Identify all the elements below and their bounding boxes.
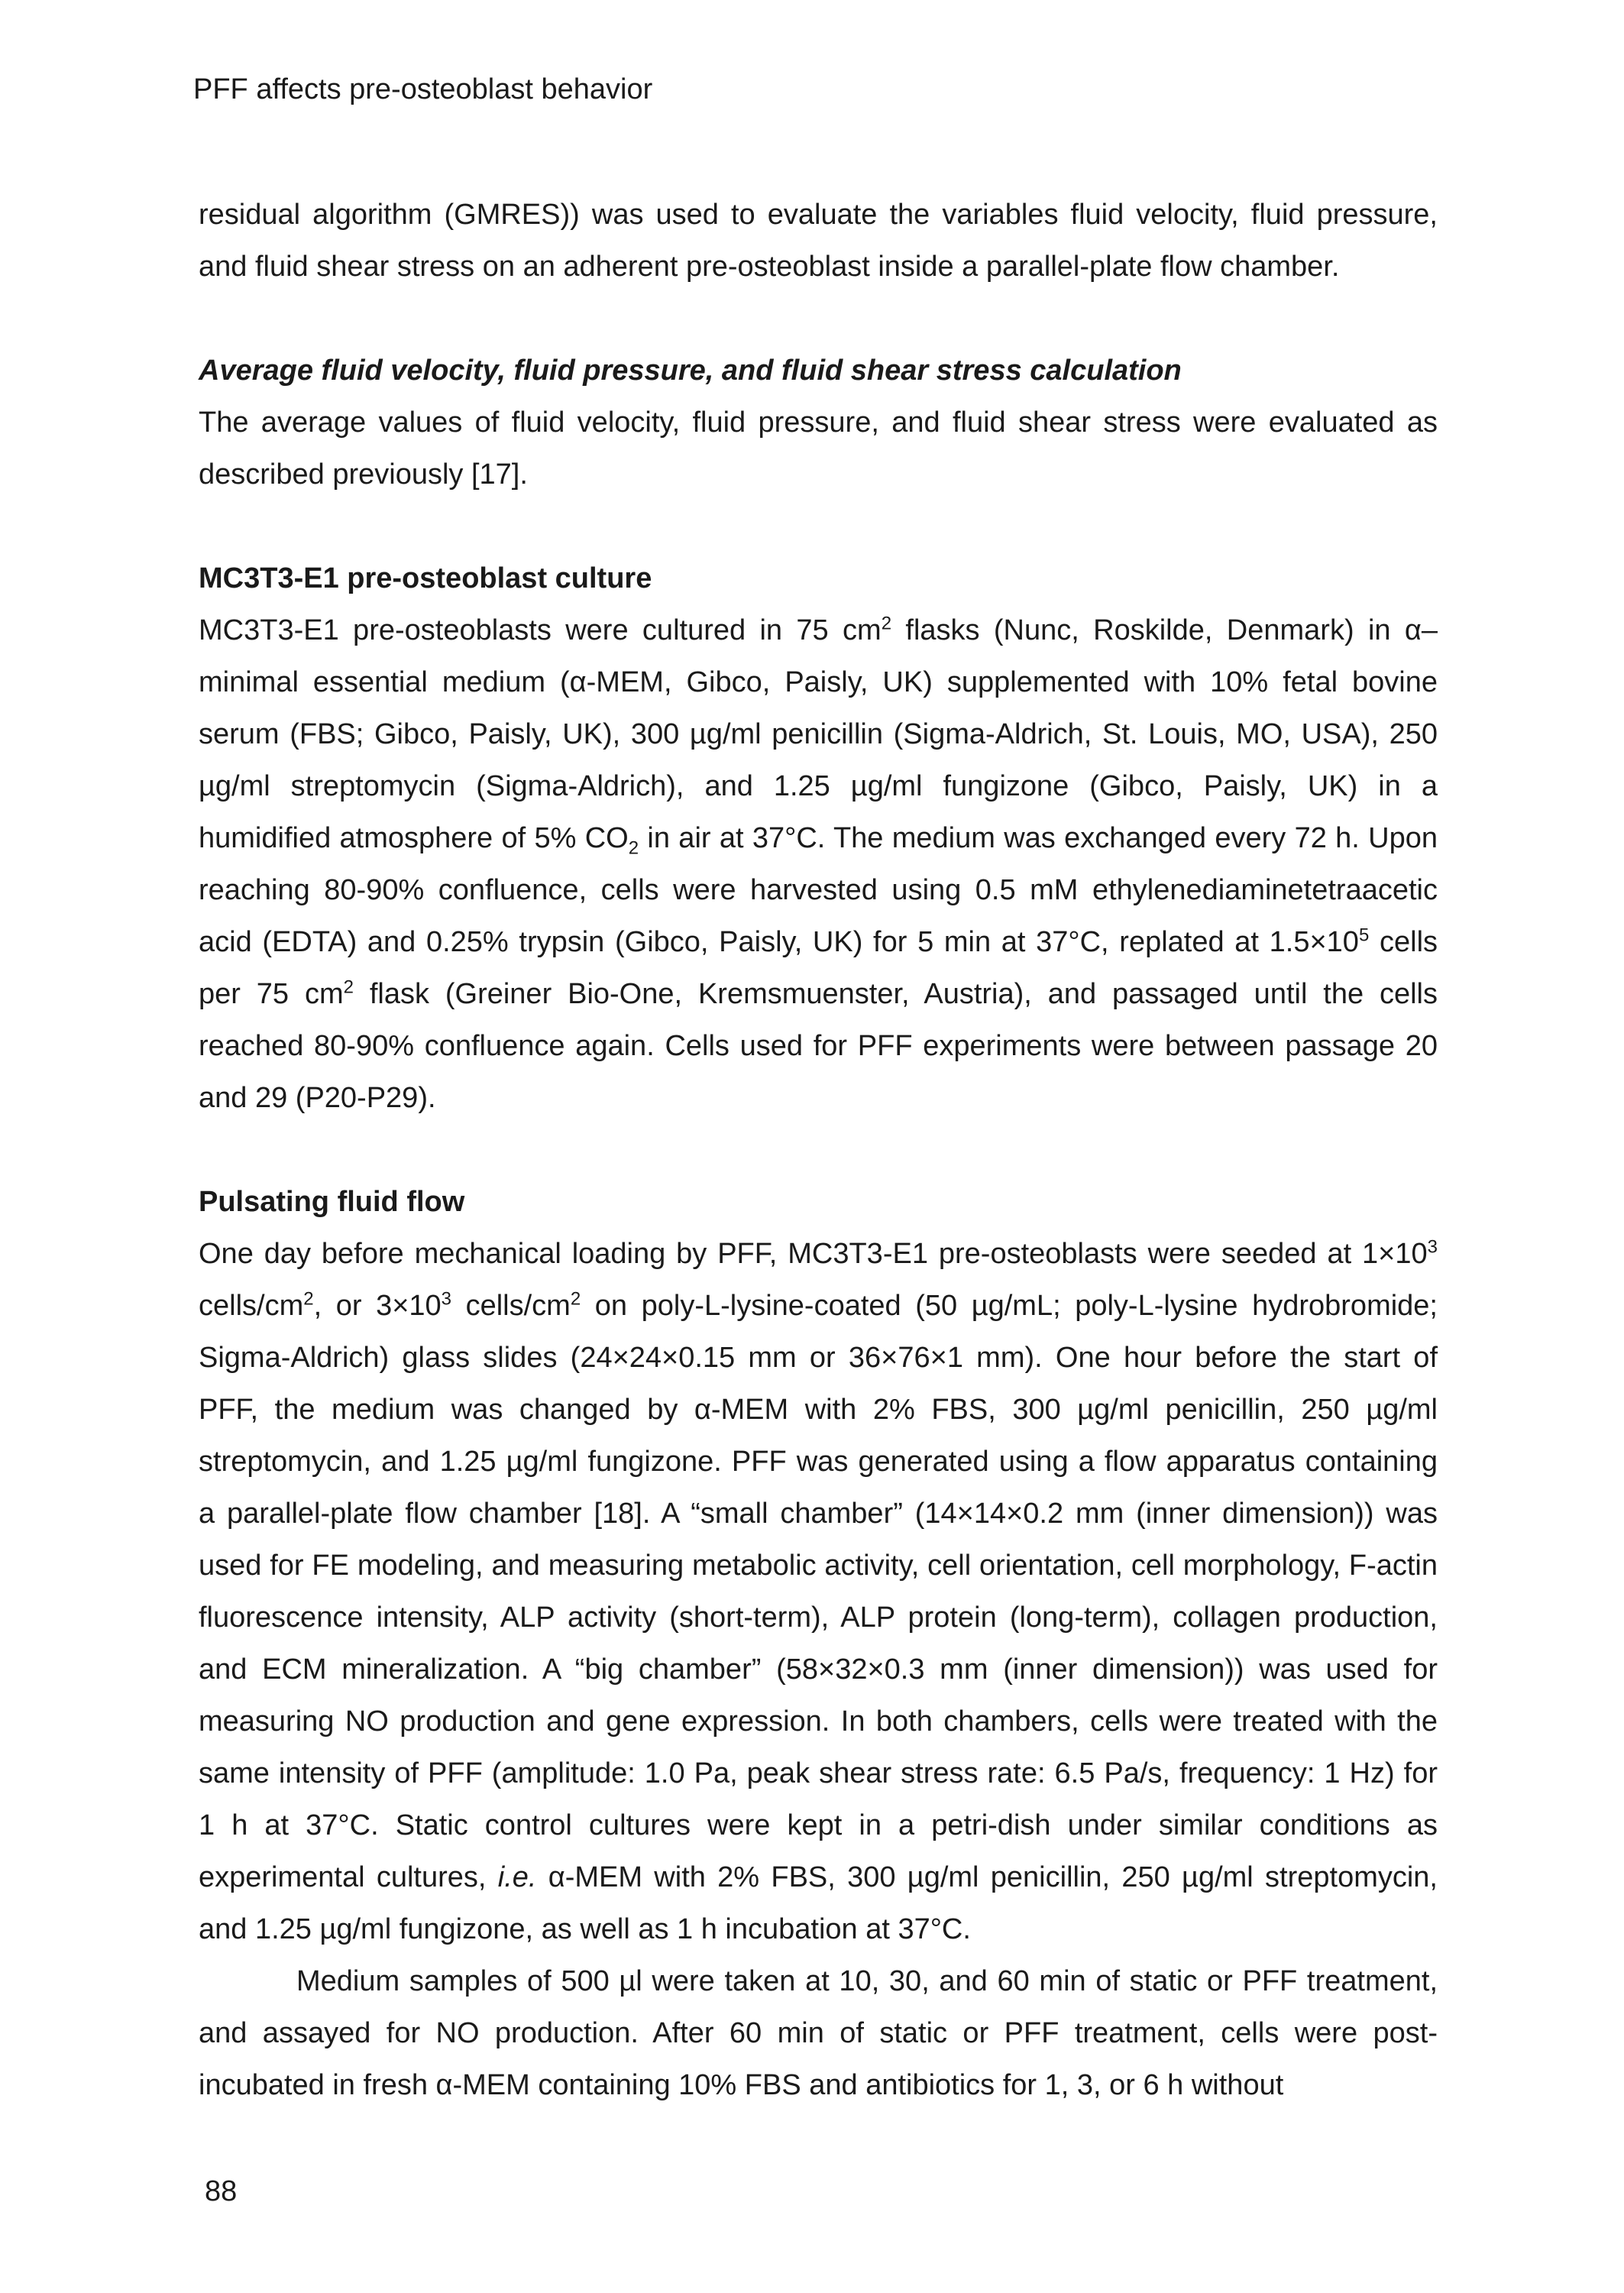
text-run: flasks (Nunc, Roskilde, Denmark) in α–minimal essential medium (α-MEM, Gibco, Paisly, UK) supplemented with 10% fetal bovine serum (FBS; Gibco, Paisly, UK), 300 µg/ml penicillin (Sigma-Aldrich, St. Louis, MO, USA), 250 µg/ml streptomycin (Sigma-Aldrich), and 1.25 µg/ml fungizone (Gibco, Paisly, UK) in a humidified atmosphere of 5% CO	[199, 614, 1438, 854]
text-run: in air at 37°C. The medium was exchanged every 72 h. Upon reaching 80-90% confluence, cells were harvested using 0.5 mM ethylenediaminetetraacetic acid (EDTA) and 0.25% trypsin (Gibco, Paisly, UK) for 5 min at 37°C, replated at 1.5×10	[199, 822, 1438, 958]
spacer	[199, 500, 1438, 552]
text-run: on poly-L-lysine-coated (50 µg/mL; poly-L-lysine hydrobromide; Sigma-Aldrich) glass slides (24×24×0.15 mm or 36×76×1 mm). One hour before the start of PFF, the medium was changed by α-MEM with 2% FBS, 300 µg/ml penicillin, 250 µg/ml streptomycin, and 1.25 µg/ml fungizone. PFF was generated using a flow apparatus containing a parallel-plate flow chamber [18]. A “small chamber” (14×14×0.2 mm (inner dimension)) was used for FE modeling, and measuring metabolic activity, cell orientation, cell morphology, F-actin fluorescence intensity, ALP activity (short-term), ALP protein (long-term), collagen production, and ECM mineralization. A “big chamber” (58×32×0.3 mm (inner dimension)) was used for measuring NO production and gene expression. In both chambers, cells were treated with the same intensity of PFF (amplitude: 1.0 Pa, peak shear stress rate: 6.5 Pa/s, frequency: 1 Hz) for 1 h at 37°C. Static control cultures were kept in a petri-dish under similar conditions as experimental cultures,	[199, 1290, 1438, 1893]
text-run: α-MEM with 2% FBS, 300 µg/ml penicillin, 250 µg/ml streptomycin, and 1.25 µg/ml fungizone, as well as 1 h incubation at 37°C.	[199, 1861, 1438, 1945]
pff-paragraph-2: Medium samples of 500 µl were taken at 10, 30, and 60 min of static or PFF treatment, and assayed for NO production. After 60 min of static or PFF treatment, cells were post-incubated in fresh α-MEM containing 10% FBS and antibiotics for 1, 3, or 6 h without	[199, 1965, 1438, 2101]
text-run: cells per 75 cm	[199, 926, 1438, 1010]
average-paragraph: The average values of fluid velocity, fluid pressure, and fluid shear stress were evaluated as described previously [17].	[199, 406, 1438, 491]
superscript: 2	[570, 1288, 581, 1310]
text-run: One day before mechanical loading by PFF, MC3T3-E1 pre-osteoblasts were seeded at 1×10	[199, 1238, 1428, 1270]
spacer	[199, 293, 1438, 345]
section-heading-culture: MC3T3-E1 pre-osteoblast culture	[199, 562, 652, 594]
superscript: 3	[441, 1288, 452, 1310]
subscript: 2	[628, 837, 639, 859]
superscript: 3	[1427, 1236, 1438, 1258]
section-heading-pff: Pulsating fluid flow	[199, 1186, 465, 1218]
pff-paragraph	[199, 1228, 1438, 1955]
running-header: PFF affects pre-osteoblast behavior	[193, 73, 653, 105]
text-run: cells/cm	[199, 1290, 304, 1322]
intro-paragraph: residual algorithm (GMRES)) was used to evaluate the variables fluid velocity, fluid pressure, and fluid shear stress on an adherent pre-osteoblast inside a parallel-plate flow chamber.	[199, 199, 1438, 283]
text-run: cells/cm	[451, 1290, 571, 1322]
section-heading-average: Average fluid velocity, fluid pressure, and fluid shear stress calculation	[199, 355, 1182, 387]
text-run: MC3T3-E1 pre-osteoblasts were cultured in 75 cm	[199, 614, 882, 646]
superscript: 2	[881, 613, 892, 634]
text-run: , or 3×10	[313, 1290, 442, 1322]
superscript: 2	[303, 1288, 314, 1310]
superscript: 2	[343, 976, 354, 998]
spacer	[199, 1124, 1438, 1176]
text-run: flask (Greiner Bio-One, Kremsmuenster, Austria), and passaged until the cells reached 80-90% confluence again. Cells used for PFF experiments were between passage 20 and 29 (P20-P29).	[199, 978, 1438, 1114]
superscript: 5	[1358, 925, 1370, 946]
page-number: 88	[205, 2175, 238, 2207]
italic-abbreviation: i.e.	[497, 1861, 537, 1893]
culture-paragraph	[199, 604, 1438, 1124]
page-body	[199, 189, 1438, 2111]
